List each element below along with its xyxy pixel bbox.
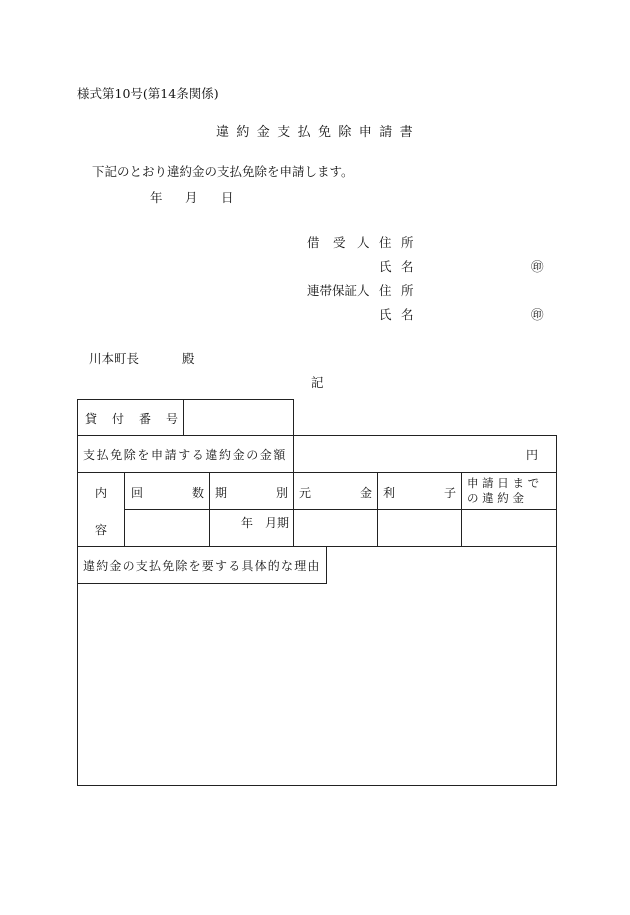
loan-number-char-2: 付	[112, 412, 125, 426]
loan-number-char-3: 番	[139, 412, 152, 426]
kin-label: 金	[360, 486, 373, 500]
form-title-char: 請	[379, 125, 393, 140]
guarantor-seal-mark: ㊞	[531, 307, 544, 322]
borrower-address-char-2: 所	[401, 235, 414, 250]
naiyou-char-2: 容	[95, 523, 108, 537]
ri-label: 利	[383, 486, 396, 500]
table-rule	[293, 399, 294, 435]
table-rule	[77, 785, 557, 786]
amount-label: 支払免除を申請する違約金の金額	[83, 448, 288, 462]
addressee-honorific: 殿	[182, 351, 195, 366]
form-title-char: 支	[277, 125, 291, 140]
form-title-char: 金	[256, 125, 270, 140]
borrower-seal-mark: ㊞	[531, 259, 544, 274]
interest-value-field[interactable]	[378, 510, 460, 545]
ki-period-label: 期	[215, 486, 228, 500]
guarantor-name-char-2: 名	[401, 307, 414, 322]
count-value-field[interactable]	[125, 510, 208, 545]
loan-number-char-1: 貸	[85, 412, 98, 426]
reason-text-area[interactable]	[78, 584, 556, 784]
date-year: 年	[150, 190, 163, 205]
form-title-char: 除	[338, 125, 352, 140]
ki-heading: 記	[311, 375, 324, 390]
form-title-char: 申	[358, 125, 372, 140]
nen-gatsu-ki-label: 年 月期	[241, 516, 290, 530]
addressee-town: 川本町長	[89, 351, 140, 366]
date-day: 日	[221, 190, 234, 205]
reason-label: 違約金の支払免除を要する具体的な理由	[83, 559, 321, 573]
guarantor-address-char-2: 所	[401, 283, 414, 298]
betsu-label: 別	[276, 486, 289, 500]
form-title-char: 書	[399, 125, 413, 140]
kai-label: 回	[131, 486, 144, 500]
suu-label: 数	[192, 486, 205, 500]
intro-text: 下記のとおり違約金の支払免除を申請します。	[92, 164, 354, 179]
borrower-char-1: 借	[307, 235, 320, 250]
form-number: 様式第10号(第14条関係)	[77, 86, 219, 101]
principal-value-field[interactable]	[294, 510, 376, 545]
shi-label: 子	[444, 486, 457, 500]
yen-unit: 円	[526, 448, 539, 462]
penalty-until-date-value-field[interactable]	[462, 510, 556, 545]
until-label-line2: の 違 約 金	[467, 491, 524, 505]
borrower-name-char-1: 氏	[379, 259, 392, 274]
loan-number-char-4: 号	[166, 412, 179, 426]
borrower-address-char-1: 住	[379, 235, 392, 250]
date-month: 月	[185, 190, 198, 205]
borrower-name-char-2: 名	[401, 259, 414, 274]
loan-number-value-field[interactable]	[184, 400, 292, 434]
guarantor-name-char-1: 氏	[379, 307, 392, 322]
borrower-char-2: 受	[333, 235, 346, 250]
amount-value-field[interactable]	[294, 436, 556, 471]
table-rule	[556, 435, 557, 786]
table-rule	[77, 472, 557, 473]
naiyou-char-1: 内	[95, 486, 108, 500]
form-title-char: 免	[318, 125, 332, 140]
gen-label: 元	[299, 486, 312, 500]
form-title-char: 払	[297, 125, 311, 140]
until-label-line1: 申 請 日 ま で	[467, 476, 540, 490]
form-title-char: 違	[216, 125, 230, 140]
borrower-char-3: 人	[357, 235, 370, 250]
form-title-char: 約	[236, 125, 250, 140]
table-rule	[77, 546, 557, 547]
table-rule	[326, 546, 327, 583]
guarantor-address-char-1: 住	[379, 283, 392, 298]
guarantor-label: 連帯保証人	[307, 283, 370, 298]
